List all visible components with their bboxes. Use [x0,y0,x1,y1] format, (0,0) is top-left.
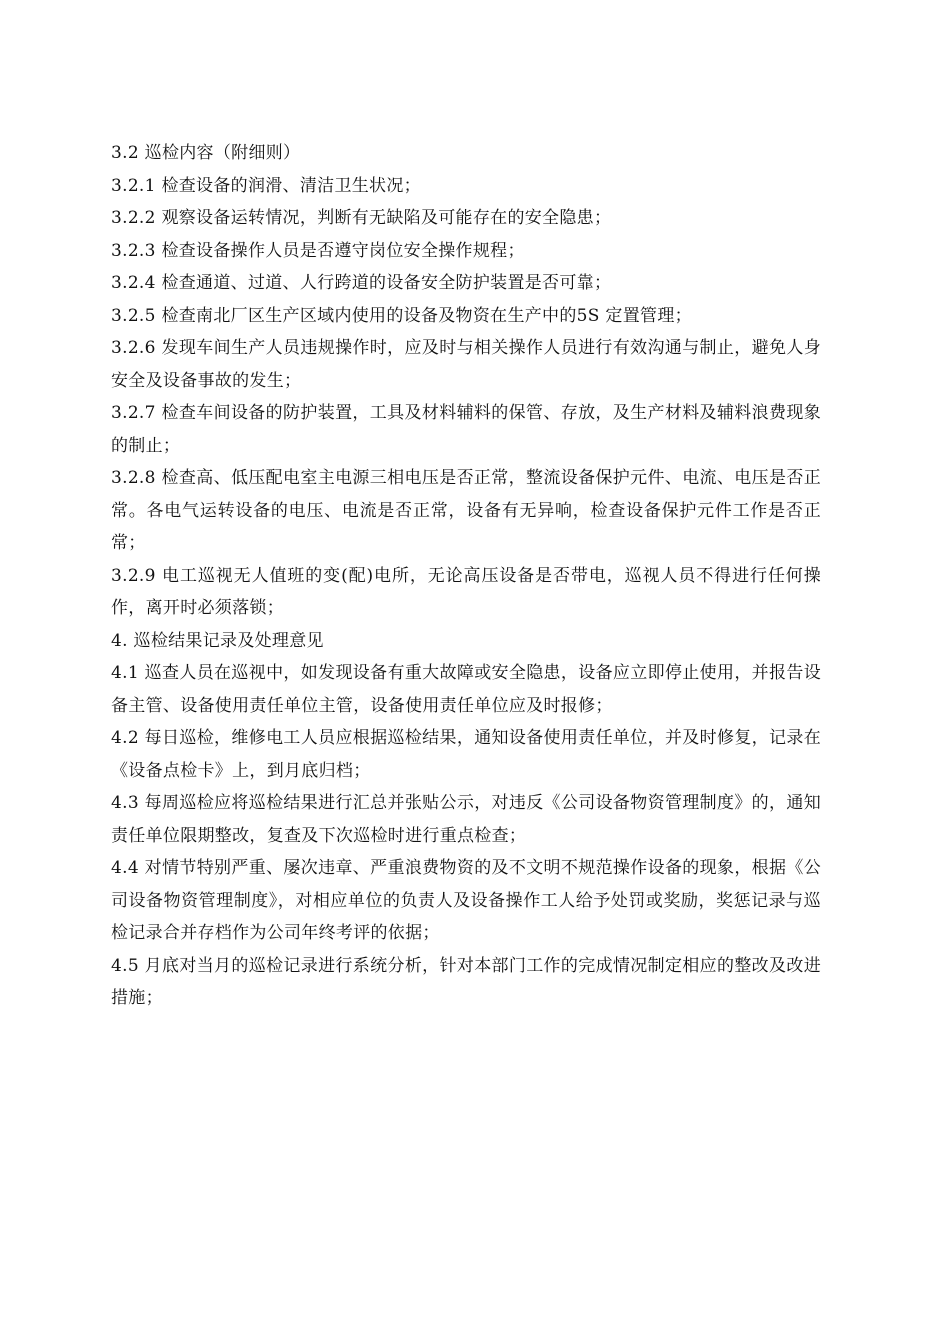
item-4-3: 4.3 每周巡检应将巡检结果进行汇总并张贴公示，对违反《公司设备物资管理制度》的，通知责任单位限期整改，复查及下次巡检时进行重点检查； [111,793,821,846]
item-4-5: 4.5 月底对当月的巡检记录进行系统分析，针对本部门工作的完成情况制定相应的整改及改进措施； [111,955,821,1008]
item-4-2: 4.2 每日巡检，维修电工人员应根据巡检结果，通知设备使用责任单位，并及时修复，记录在《设备点检卡》上，到月底归档； [111,728,821,781]
item-3-2-8: 3.2.8 检查高、低压配电室主电源三相电压是否正常，整流设备保护元件、电流、电压是否正常。各电气运转设备的电压、电流是否正常，设备有无异响，检查设备保护元件工作是否正常； [111,468,821,553]
section-heading-4: 4. 巡检结果记录及处理意见 [111,630,324,651]
item-3-2-3: 3.2.3 检查设备操作人员是否遵守岗位安全操作规程； [111,240,525,261]
item-3-2-2: 3.2.2 观察设备运转情况，判断有无缺陷及可能存在的安全隐患； [111,208,612,228]
item-4-4: 4.4 对情节特别严重、屡次违章、严重浪费物资的及不文明不规范操作设备的现象，根据《公司设备物资管理制度》，对相应单位的负责人及设备操作工人给予处罚或奖励，奖惩记录与巡检记录合并存档作为公司年终考评的依据； [111,858,821,943]
item-3-2-5: 3.2.5 检查南北厂区生产区域内使用的设备及物资在生产中的5S 定置管理； [111,305,692,326]
document-body [111,137,821,1015]
section-heading-3-2: 3.2 巡检内容（附细则） [111,143,301,163]
item-3-2-4: 3.2.4 检查通道、过道、人行跨道的设备安全防护装置是否可靠； [111,273,612,293]
item-3-2-7: 3.2.7 检查车间设备的防护装置，工具及材料辅料的保管、存放，及生产材料及辅料浪费现象的制止； [111,403,821,456]
item-4-1: 4.1 巡查人员在巡视中，如发现设备有重大故障或安全隐患，设备应立即停止使用，并报告设备主管、设备使用责任单位主管，设备使用责任单位应及时报修； [111,663,821,716]
item-3-2-9: 3.2.9 电工巡视无人值班的变(配)电所，无论高压设备是否带电，巡视人员不得进行任何操作，离开时必须落锁； [111,565,821,618]
item-3-2-1: 3.2.1 检查设备的润滑、清洁卫生状况； [111,175,421,196]
item-3-2-6: 3.2.6 发现车间生产人员违规操作时，应及时与相关操作人员进行有效沟通与制止，避免人身安全及设备事故的发生； [111,338,821,391]
